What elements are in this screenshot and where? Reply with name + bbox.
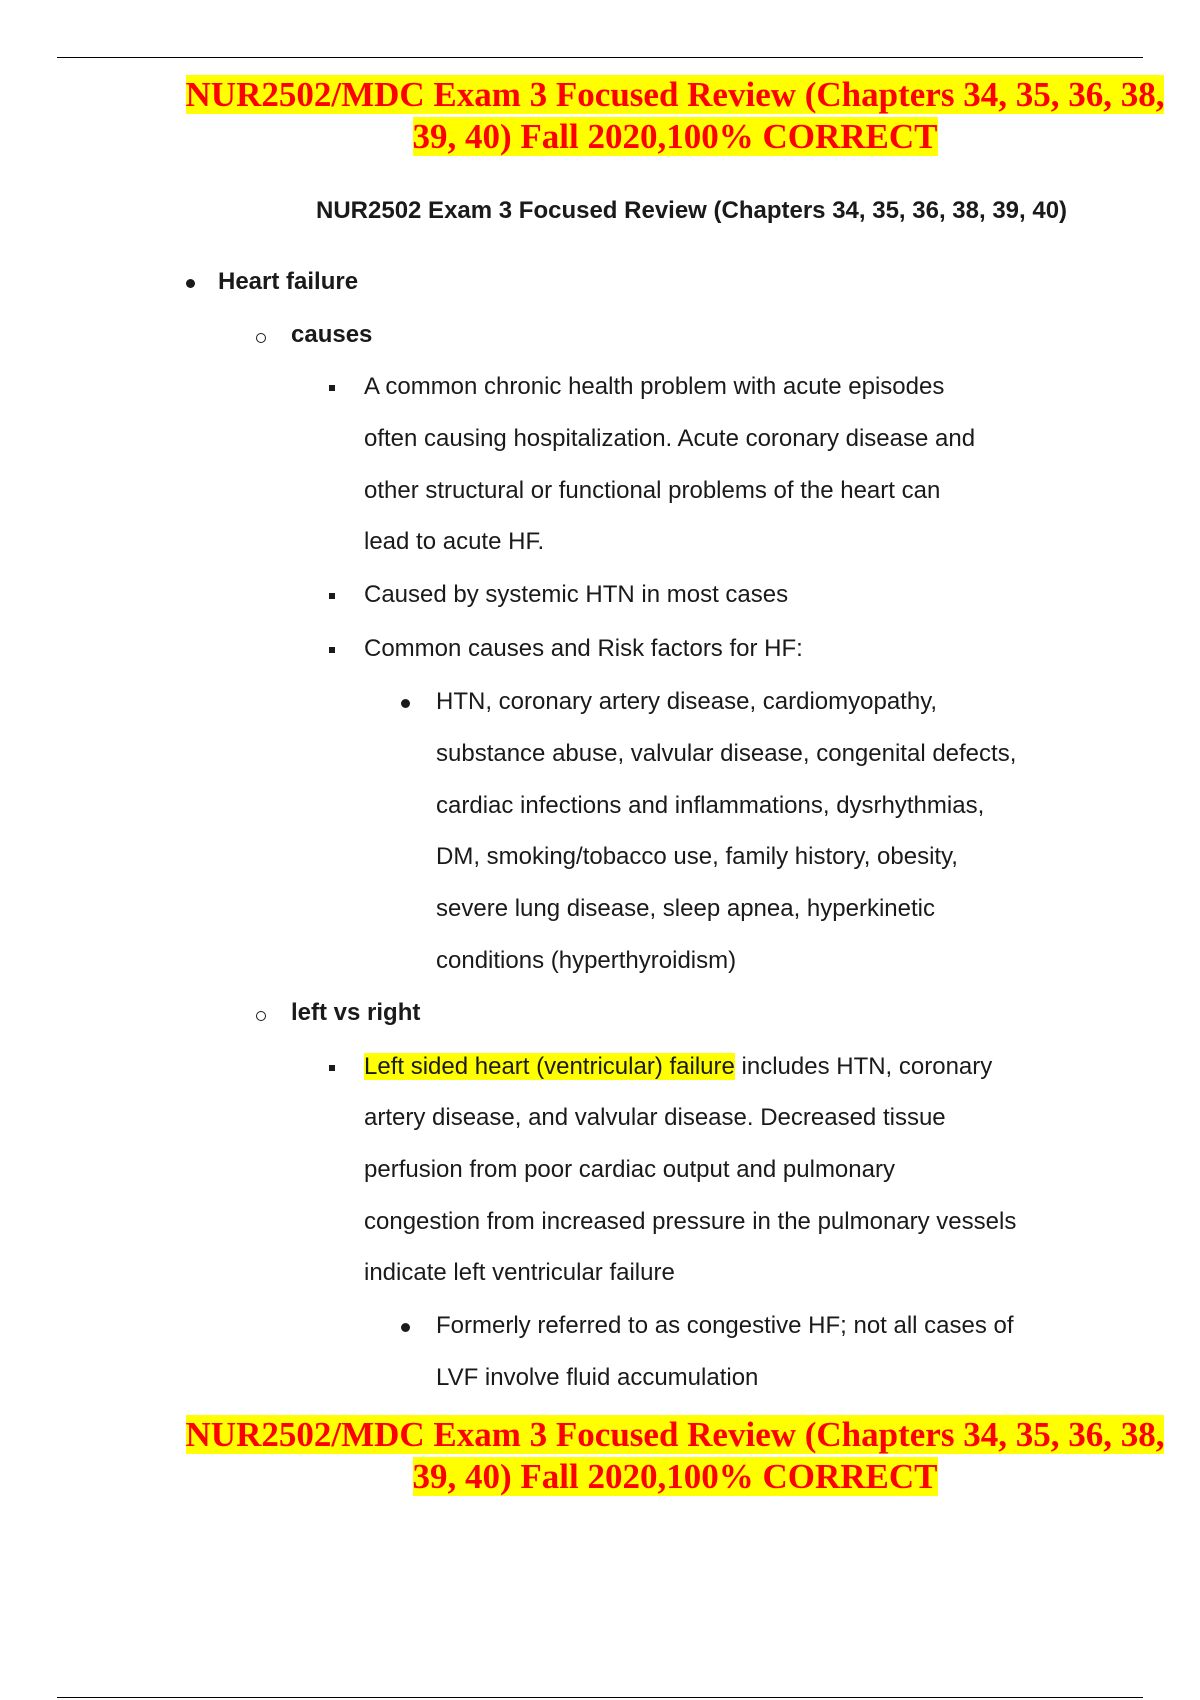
watermark-banner-top	[150, 74, 1200, 158]
banner-line-2: 39, 40) Fall 2020,100% CORRECT	[412, 1457, 938, 1496]
subheading-left-vs-right: left vs right	[291, 999, 421, 1026]
banner-line-1: NUR2502/MDC Exam 3 Focused Review (Chapters 34, 35, 36, 38,	[185, 1415, 1165, 1454]
circle-bullet	[256, 1011, 266, 1021]
list-item-line: LVF involve fluid accumulation	[436, 1364, 759, 1391]
highlighted-term: Left sided heart (ventricular) failure	[364, 1053, 735, 1080]
list-item-line: HTN, coronary artery disease, cardiomyopathy,	[436, 688, 938, 715]
list-item-line: cardiac infections and inflammations, dysrhythmias,	[436, 792, 985, 819]
page-subtitle: NUR2502 Exam 3 Focused Review (Chapters 34, 35, 36, 38, 39, 40)	[316, 197, 1068, 224]
list-item-line: substance abuse, valvular disease, congenital defects,	[436, 740, 1017, 767]
square-bullet	[329, 1065, 335, 1071]
top-rule	[57, 57, 1143, 58]
disc-bullet	[401, 699, 410, 708]
list-item-line: conditions (hyperthyroidism)	[436, 947, 737, 974]
list-item: Caused by systemic HTN in most cases	[364, 581, 789, 608]
list-item-line: A common chronic health problem with acute episodes	[364, 373, 945, 400]
disc-bullet	[186, 279, 195, 288]
list-item-line: perfusion from poor cardiac output and pulmonary	[364, 1156, 895, 1183]
bottom-rule	[57, 1697, 1143, 1698]
list-item-line: DM, smoking/tobacco use, family history, obesity,	[436, 843, 958, 870]
list-item: Common causes and Risk factors for HF:	[364, 635, 803, 662]
list-item-line-first	[364, 1052, 992, 1082]
watermark-banner-bottom	[150, 1414, 1200, 1498]
square-bullet	[329, 593, 335, 599]
section-heading-heart-failure: Heart failure	[218, 268, 359, 295]
disc-bullet	[401, 1323, 410, 1332]
square-bullet	[329, 647, 335, 653]
banner-line-2: 39, 40) Fall 2020,100% CORRECT	[412, 117, 938, 156]
list-item-line: often causing hospitalization. Acute coronary disease and	[364, 425, 976, 452]
circle-bullet	[256, 333, 266, 343]
list-item-line-rest: includes HTN, coronary	[734, 1053, 993, 1080]
list-item-line: indicate left ventricular failure	[364, 1259, 675, 1286]
list-item-line: other structural or functional problems of the heart can	[364, 477, 941, 504]
banner-line-1: NUR2502/MDC Exam 3 Focused Review (Chapters 34, 35, 36, 38,	[185, 75, 1165, 114]
list-item-line: artery disease, and valvular disease. Decreased tissue	[364, 1104, 946, 1131]
list-item-line: lead to acute HF.	[364, 528, 545, 555]
subheading-causes: causes	[291, 321, 373, 348]
list-item-line: Formerly referred to as congestive HF; not all cases of	[436, 1312, 1014, 1339]
list-item-line: severe lung disease, sleep apnea, hyperkinetic	[436, 895, 935, 922]
square-bullet	[329, 385, 335, 391]
list-item-line: congestion from increased pressure in the pulmonary vessels	[364, 1208, 1017, 1235]
